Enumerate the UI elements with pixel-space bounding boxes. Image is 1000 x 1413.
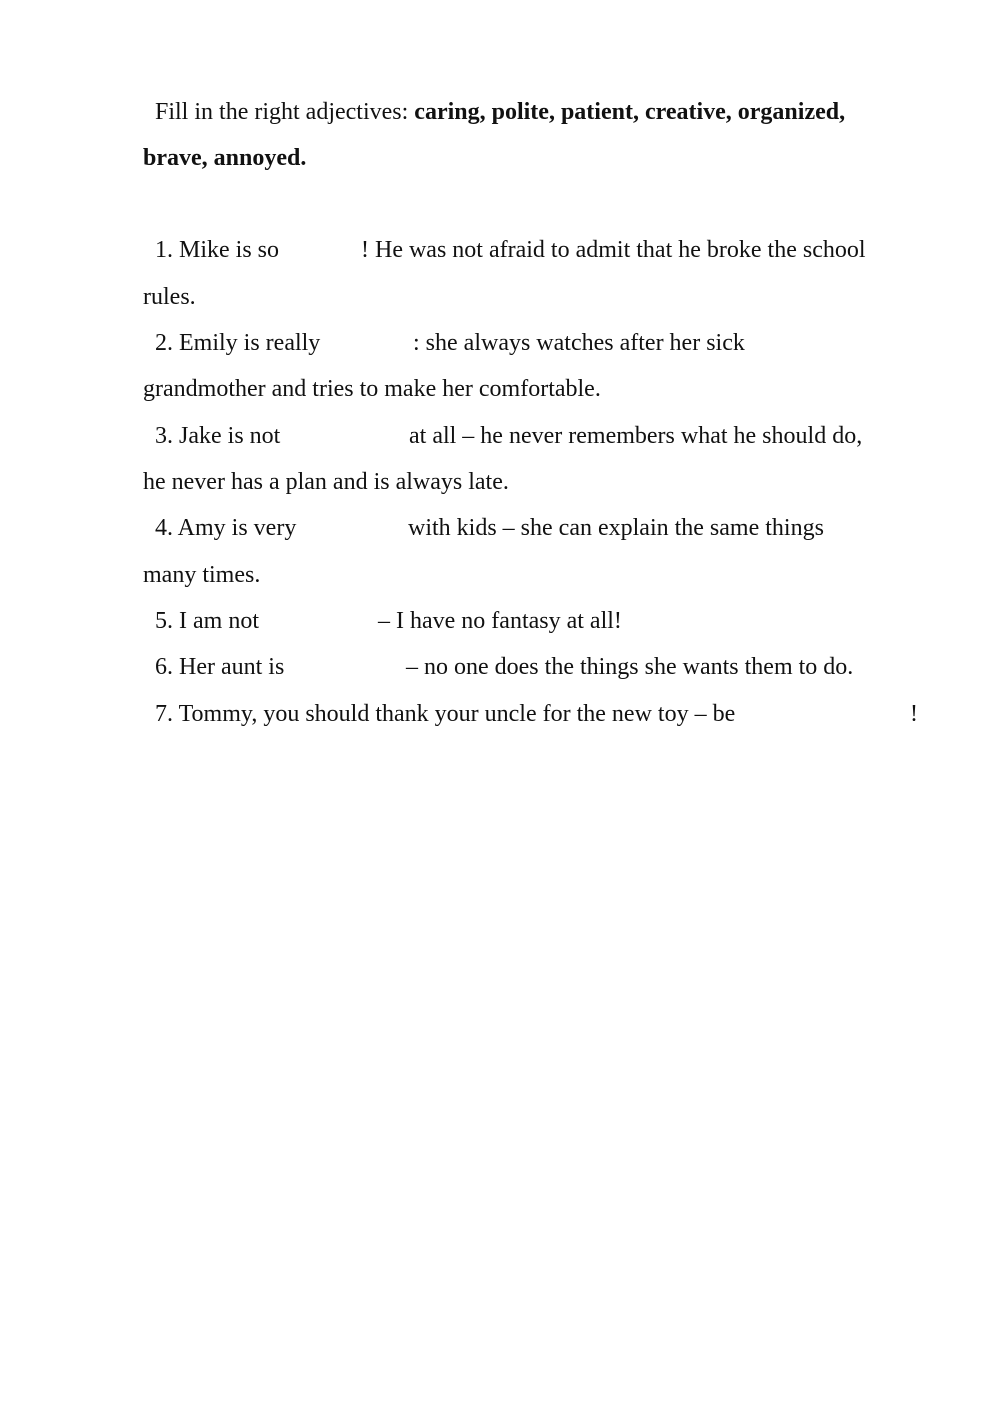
exercise-2-blank[interactable] [342,328,408,358]
exercise-7-before-blank: 7. Tommy, you should thank your uncle for the new toy – be [155,701,736,727]
exercise-1-continuation: rules. [143,284,196,310]
exercise-6-after-blank: – no one does the things she wants them to do. [406,654,854,680]
exercise-1-blank[interactable] [295,235,357,265]
exercise-4-blank[interactable] [316,513,403,543]
exercise-5-after-blank: – I have no fantasy at all! [378,608,622,634]
instructions-line-1 [155,97,845,127]
exercise-1-before-blank: 1. Mike is so [155,237,280,263]
exercise-3-after-blank: at all – he never remembers what he should do, [409,423,863,449]
exercise-4-after-blank: with kids – she can explain the same things [408,515,824,541]
exercise-5-before-blank: 5. I am not [155,608,259,634]
instructions-prefix: Fill in the right adjectives: [155,99,415,125]
exercise-5-blank[interactable] [275,606,373,636]
exercise-1-after-blank: ! He was not afraid to admit that he broke the school [361,237,866,263]
exercise-7-after-blank: ! [910,701,918,727]
exercise-7-blank[interactable] [812,699,906,729]
exercise-3-blank[interactable] [298,421,403,451]
exercise-4-before-blank: 4. Amy is very [155,515,297,541]
word-bank-part-2: brave, annoyed. [143,145,307,171]
exercise-3-before-blank: 3. Jake is not [155,423,281,449]
exercise-6-before-blank: 6. Her aunt is [155,654,285,680]
exercise-2-continuation: grandmother and tries to make her comfortable. [143,376,601,402]
word-bank-part-1: caring, polite, patient, creative, organized, [414,99,846,125]
exercise-6-blank[interactable] [303,652,401,682]
exercise-4-continuation: many times. [143,562,261,588]
exercise-2-after-blank: : she always watches after her sick [413,330,745,356]
exercise-3-continuation: he never has a plan and is always late. [143,469,509,495]
exercise-2-before-blank: 2. Emily is really [155,330,321,356]
